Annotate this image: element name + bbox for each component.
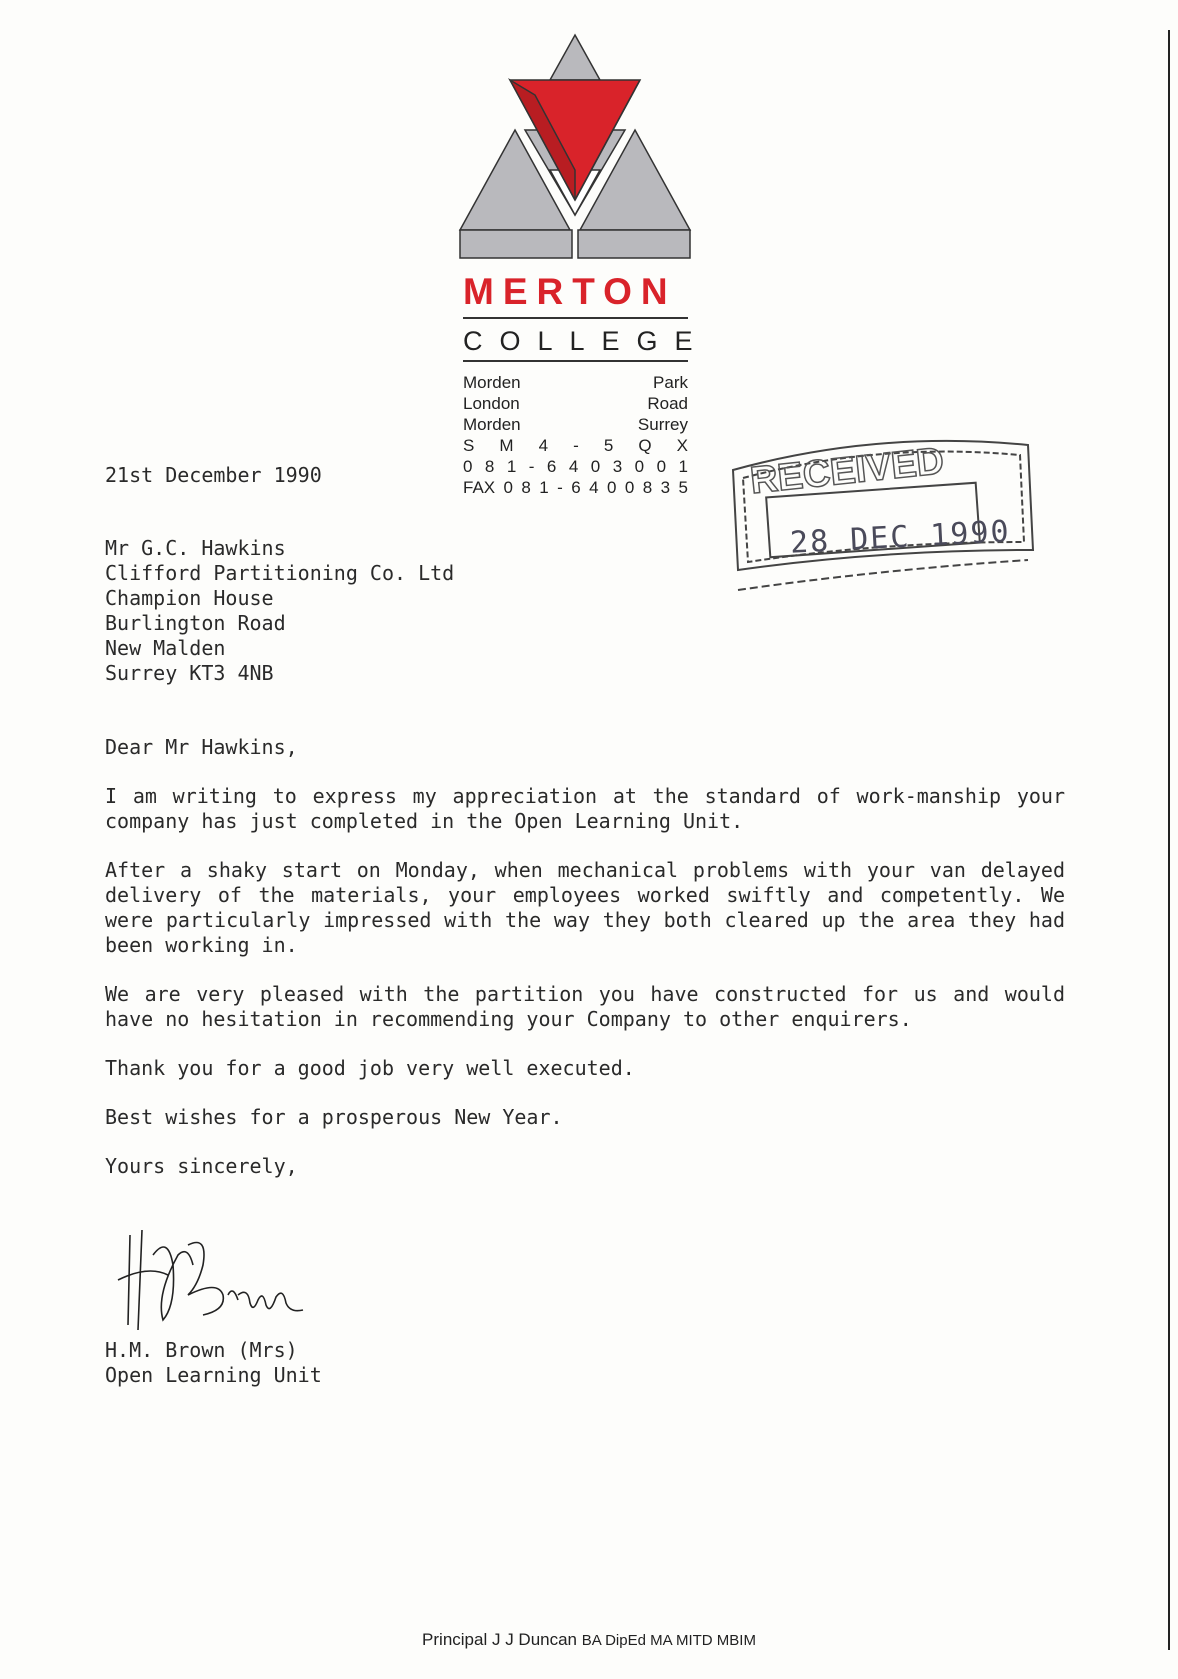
footer-qualifications: BA DipEd MA MITD MBIM xyxy=(581,1632,756,1649)
stamp-date: 28 DEC 1990 xyxy=(789,514,1012,561)
body-paragraph: I am writing to express my appreciation at the standard of work-manship your company has just completed in the Open Learning Unit. xyxy=(105,784,1065,833)
letterhead-rule-2 xyxy=(463,360,688,362)
recipient-line: Champion House xyxy=(105,586,274,610)
signer-unit: Open Learning Unit xyxy=(105,1363,322,1387)
salutation: Dear Mr Hawkins, xyxy=(105,735,298,759)
address-line: FAX 0 8 1 - 6 4 0 0 8 3 5 xyxy=(463,478,688,497)
college-name: MERTON xyxy=(463,271,677,312)
footer-principal: Principal J J Duncan xyxy=(422,1630,578,1649)
body-paragraph: After a shaky start on Monday, when mechanical problems with your van delayed delivery of the materials, your employees worked swiftly and competently. We were particularly impressed with the way they both cleared up the area they had been working in. xyxy=(105,858,1065,957)
recipient-address xyxy=(105,536,454,686)
college-address xyxy=(463,372,688,498)
body-paragraph: Thank you for a good job very well executed. xyxy=(105,1056,635,1080)
body-paragraph: We are very pleased with the partition you have constructed for us and would have no hesitation in recommending your Company to other enquirers. xyxy=(105,982,1065,1031)
handwritten-signature xyxy=(108,1225,308,1335)
recipient-line: New Malden xyxy=(105,636,226,660)
merton-college-logo-icon xyxy=(455,30,695,280)
signer-name: H.M. Brown (Mrs) xyxy=(105,1338,298,1362)
body-paragraph: Best wishes for a prosperous New Year. xyxy=(105,1105,563,1129)
college-subtitle: COLLEGE xyxy=(463,326,710,356)
address-line: S M 4 - 5 Q X xyxy=(463,436,688,455)
signer-block xyxy=(105,1338,322,1388)
stamp-word: RECEIVED xyxy=(748,440,946,503)
letter-date: 21st December 1990 xyxy=(105,463,322,487)
letterhead xyxy=(463,270,710,498)
address-line: 0 8 1 - 6 4 0 3 0 0 1 xyxy=(463,457,688,476)
letter-body xyxy=(105,735,1065,1203)
recipient-line: Clifford Partitioning Co. Ltd xyxy=(105,561,455,585)
recipient-line: Burlington Road xyxy=(105,611,286,635)
address-line: Morden Surrey xyxy=(463,415,688,434)
footer xyxy=(0,1630,1178,1650)
recipient-line: Mr G.C. Hawkins xyxy=(105,536,286,560)
address-line: London Road xyxy=(463,394,688,413)
page-edge-line xyxy=(1168,30,1170,1650)
address-line: Morden Park xyxy=(463,373,688,392)
recipient-line: Surrey KT3 4NB xyxy=(105,661,274,685)
closing: Yours sincerely, xyxy=(105,1154,298,1178)
letterhead-rule xyxy=(463,317,688,319)
